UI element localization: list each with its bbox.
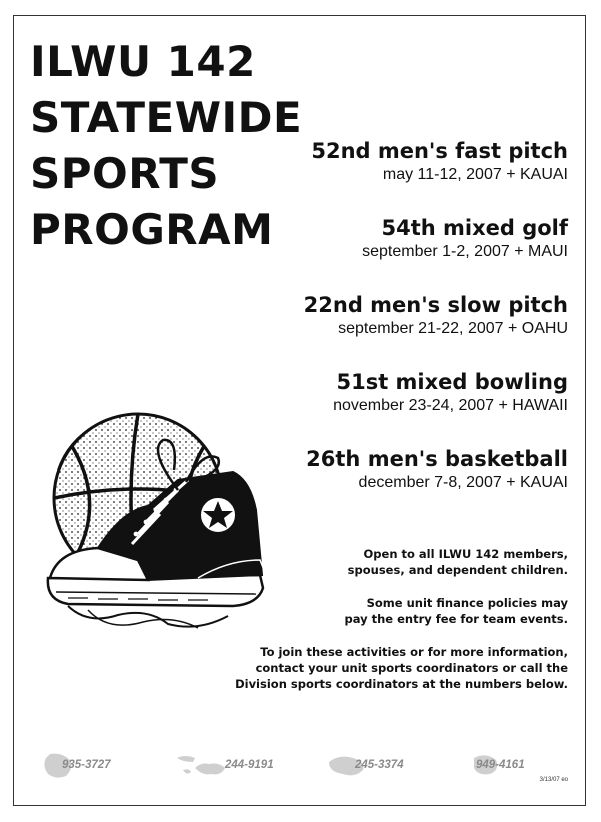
title-line: STATEWIDE [30, 93, 303, 142]
event-details: september 1-2, 2007 + MAUI [362, 243, 568, 260]
event-details: may 11-12, 2007 + KAUAI [382, 166, 568, 183]
event-details: september 21-22, 2007 + OAHU [338, 320, 568, 337]
title-line: PROGRAM [30, 205, 274, 254]
event-name: 52nd men's fast pitch [311, 139, 568, 163]
info-text [228, 546, 568, 709]
info-line: Some unit finance policies may [366, 596, 568, 610]
phone-number: 244-9191 [225, 759, 274, 771]
info-paragraph [228, 644, 568, 692]
info-line: pay the entry fee for team events. [344, 612, 568, 626]
event-details: november 23-24, 2007 + HAWAII [333, 397, 568, 414]
event-list [248, 138, 568, 523]
phone-number: 935-3727 [62, 759, 111, 771]
phone-maui [175, 752, 295, 780]
phone-oahu [325, 752, 445, 780]
info-paragraph [228, 546, 568, 578]
event-name: 22nd men's slow pitch [303, 293, 568, 317]
event-basketball [248, 446, 568, 523]
event-name: 51st mixed bowling [336, 370, 568, 394]
event-name: 26th men's basketball [306, 447, 568, 471]
phone-number: 245-3374 [355, 759, 404, 771]
phone-hawaii [40, 752, 150, 780]
event-name: 54th mixed golf [381, 216, 568, 240]
event-fast-pitch [248, 138, 568, 215]
info-paragraph [228, 595, 568, 627]
event-slow-pitch [248, 292, 568, 369]
event-golf [248, 215, 568, 292]
title-line: SPORTS [30, 149, 220, 198]
info-line: Division sports coordinators at the numbers below. [235, 677, 568, 691]
phone-kauai [468, 752, 568, 780]
info-line: contact your unit sports coordinators or call the [255, 661, 568, 675]
event-bowling [248, 369, 568, 446]
info-line: spouses, and dependent children. [347, 563, 568, 577]
date-code: 3/13/07 eo [539, 777, 568, 783]
phone-contacts [40, 752, 570, 782]
info-line: Open to all ILWU 142 members, [363, 547, 568, 561]
phone-number: 949-4161 [476, 759, 525, 771]
info-line: To join these activities or for more information, [260, 645, 568, 659]
event-details: december 7-8, 2007 + KAUAI [358, 474, 568, 491]
title-line: ILWU 142 [30, 37, 256, 86]
